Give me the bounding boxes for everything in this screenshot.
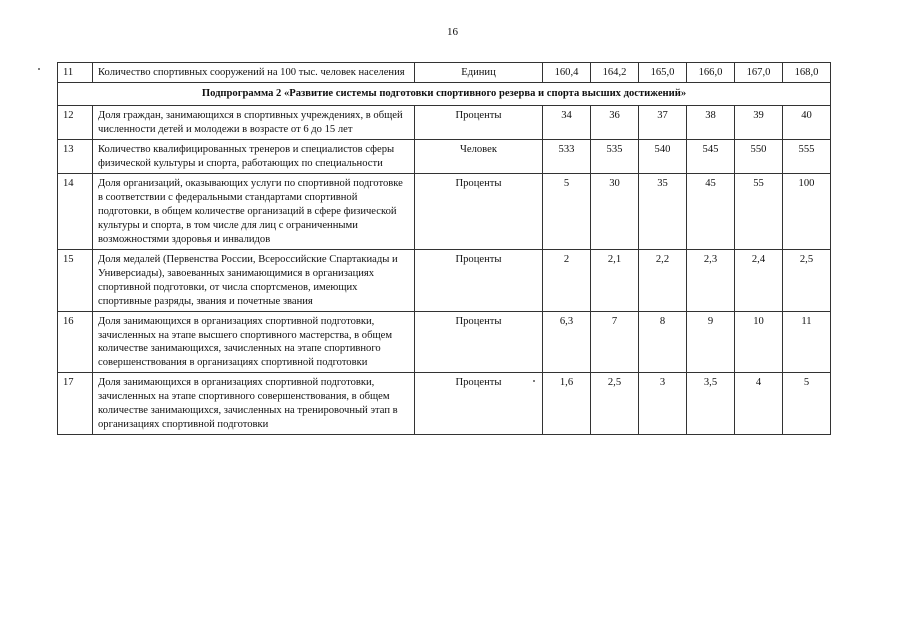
table-row [58, 139, 831, 173]
indicator-value: 4 [735, 373, 783, 435]
indicator-value: 3 [639, 373, 687, 435]
indicator-value: 7 [591, 311, 639, 373]
indicator-value: 168,0 [783, 63, 831, 83]
indicator-value: 30 [591, 173, 639, 249]
indicator-unit: Человек [415, 139, 543, 173]
indicator-value: 533 [543, 139, 591, 173]
row-number: 11 [58, 63, 93, 83]
indicator-value: 5 [783, 373, 831, 435]
indicator-unit: Проценты [415, 249, 543, 311]
indicator-value: 555 [783, 139, 831, 173]
row-number: 13 [58, 139, 93, 173]
row-number: 15 [58, 249, 93, 311]
indicator-value: 38 [687, 105, 735, 139]
row-number: 12 [58, 105, 93, 139]
indicator-value: 100 [783, 173, 831, 249]
table-row [58, 373, 831, 435]
scan-speck [38, 68, 40, 70]
indicator-value: 6,3 [543, 311, 591, 373]
indicator-value: 2,5 [783, 249, 831, 311]
table-body-top [58, 63, 831, 83]
row-number: 17 [58, 373, 93, 435]
indicator-value: 55 [735, 173, 783, 249]
subprogram-title: Подпрограмма 2 «Развитие системы подготовки спортивного резерва и спорта высших достижений» [58, 82, 831, 105]
indicator-unit: Проценты [415, 311, 543, 373]
indicator-value: 9 [687, 311, 735, 373]
indicator-name: Доля занимающихся в организациях спортивной подготовки, зачисленных на этапе спортивного совершенствования, в общем количестве занимающихся, зачисленных на тренировочный этап в организациях спортивной подготовки [93, 373, 415, 435]
row-number: 14 [58, 173, 93, 249]
indicator-value: 164,2 [591, 63, 639, 83]
indicator-value: 11 [783, 311, 831, 373]
scan-speck [533, 380, 535, 382]
indicator-value: 1,6 [543, 373, 591, 435]
indicator-value: 535 [591, 139, 639, 173]
indicator-name: Количество спортивных сооружений на 100 тыс. человек населения [93, 63, 415, 83]
table-row [58, 311, 831, 373]
indicator-value: 37 [639, 105, 687, 139]
indicator-value: 8 [639, 311, 687, 373]
indicator-value: 36 [591, 105, 639, 139]
indicator-unit: Проценты [415, 105, 543, 139]
page-number: 16 [447, 26, 458, 38]
indicator-value: 10 [735, 311, 783, 373]
subprogram-header-row [58, 82, 831, 105]
indicator-value: 2 [543, 249, 591, 311]
indicator-name: Доля граждан, занимающихся в спортивных учреждениях, в общей численности детей и молодежи в возрасте от 6 до 15 лет [93, 105, 415, 139]
table-row [58, 249, 831, 311]
subprogram-section [58, 82, 831, 105]
indicator-value: 540 [639, 139, 687, 173]
indicator-value: 2,4 [735, 249, 783, 311]
indicator-name: Количество квалифицированных тренеров и специалистов сферы физической культуры и спорта, работающих по специальности [93, 139, 415, 173]
indicator-unit: Проценты [415, 373, 543, 435]
indicator-value: 5 [543, 173, 591, 249]
indicator-name: Доля занимающихся в организациях спортивной подготовки, зачисленных на этапе высшего спортивного мастерства, в общем количестве занимающихся, зачисленных на этапе спортивного совершенствования в организациях спортивной подготовки [93, 311, 415, 373]
table-row [58, 105, 831, 139]
indicator-name: Доля организаций, оказывающих услуги по спортивной подготовке в соответствии с федеральными стандартами спортивной подготовки, в общем количестве организаций в сфере физической культуры и спорта, в том числе для лиц с ограниченными возможностями здоровья и инвалидов [93, 173, 415, 249]
indicator-value: 160,4 [543, 63, 591, 83]
indicator-value: 550 [735, 139, 783, 173]
indicator-value: 545 [687, 139, 735, 173]
indicator-value: 2,1 [591, 249, 639, 311]
indicator-value: 34 [543, 105, 591, 139]
indicator-value: 39 [735, 105, 783, 139]
indicator-unit: Единиц [415, 63, 543, 83]
indicator-value: 2,3 [687, 249, 735, 311]
indicator-value: 45 [687, 173, 735, 249]
indicator-value: 2,5 [591, 373, 639, 435]
indicator-value: 35 [639, 173, 687, 249]
indicator-value: 40 [783, 105, 831, 139]
indicator-value: 166,0 [687, 63, 735, 83]
indicator-name: Доля медалей (Первенства России, Всероссийские Спартакиады и Универсиады), завоеванных занимающимися в организациях спортивной подготовки, от числа спортсменов, имеющих спортивные разряды, звания и почетные звания [93, 249, 415, 311]
indicator-value: 3,5 [687, 373, 735, 435]
indicator-value: 167,0 [735, 63, 783, 83]
indicator-value: 165,0 [639, 63, 687, 83]
indicators-table [57, 62, 831, 435]
indicator-unit: Проценты [415, 173, 543, 249]
table-row [58, 63, 831, 83]
indicator-value: 2,2 [639, 249, 687, 311]
table-body-bottom [58, 105, 831, 434]
table-row [58, 173, 831, 249]
row-number: 16 [58, 311, 93, 373]
